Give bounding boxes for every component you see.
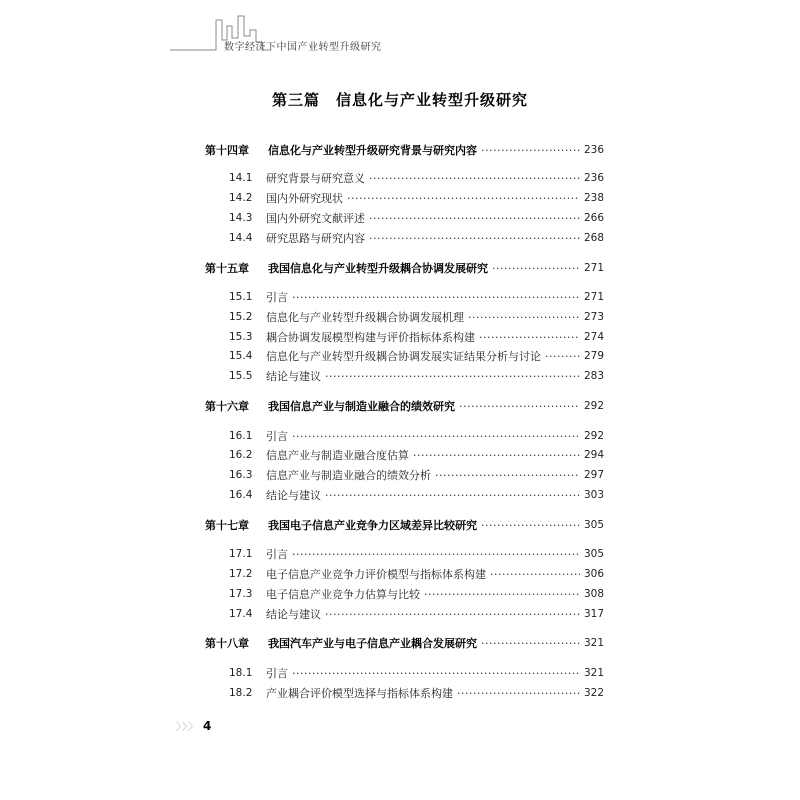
section-title: 产业耦合评价模型选择与指标体系构建 ·····	[266, 685, 580, 701]
section-title: 引言 ·····	[266, 665, 580, 681]
section-title: 耦合协调发展模型构建与评价指标体系构建 ·····	[266, 329, 580, 345]
toc-section-16-1[interactable]	[0, 428, 800, 444]
section-number: 14.3	[229, 212, 253, 224]
chapter-page: 271	[583, 262, 604, 274]
section-title: 研究背景与研究意义 ·····	[266, 170, 580, 186]
toc-section-14-2[interactable]	[0, 190, 800, 206]
chapter-page: 305	[583, 519, 604, 531]
footer-arrows-icon: 〉〉〉	[176, 722, 199, 733]
toc-section-16-2[interactable]	[0, 447, 800, 463]
section-number: 17.2	[229, 568, 253, 580]
section-page: 279	[583, 350, 604, 362]
section-title: 研究思路与研究内容 ·····	[266, 230, 580, 246]
section-number: 17.3	[229, 588, 253, 600]
section-title: 引言 ·····	[266, 428, 580, 444]
section-page: 274	[583, 331, 604, 343]
section-number: 16.2	[229, 449, 253, 461]
toc-section-15-4[interactable]	[0, 348, 800, 364]
section-page: 305	[583, 548, 604, 560]
toc-chapter-16[interactable]	[0, 398, 800, 414]
toc-section-14-3[interactable]	[0, 210, 800, 226]
section-number: 18.2	[229, 687, 253, 699]
section-number: 15.3	[229, 331, 253, 343]
section-page: 266	[583, 212, 604, 224]
section-page: 308	[583, 588, 604, 600]
section-number: 16.3	[229, 469, 253, 481]
section-page: 321	[583, 667, 604, 679]
toc-chapter-15[interactable]	[0, 260, 800, 276]
section-number: 14.4	[229, 232, 253, 244]
section-title: 电子信息产业竞争力估算与比较 ·····	[266, 586, 580, 602]
chapter-number: 第十七章	[205, 519, 249, 532]
chapter-title: 我国汽车产业与电子信息产业耦合发展研究 ·····	[268, 635, 580, 651]
chapter-title: 我国信息产业与制造业融合的绩效研究 ·····	[268, 398, 580, 414]
chapter-page: 321	[583, 637, 604, 649]
toc-section-18-2[interactable]	[0, 685, 800, 701]
toc-section-18-1[interactable]	[0, 665, 800, 681]
section-number: 17.1	[229, 548, 253, 560]
section-page: 271	[583, 291, 604, 303]
section-page: 273	[583, 311, 604, 323]
section-number: 14.1	[229, 172, 253, 184]
section-page: 268	[583, 232, 604, 244]
section-title: 结论与建议 ·····	[266, 368, 580, 384]
section-number: 16.1	[229, 430, 253, 442]
section-page: 303	[583, 489, 604, 501]
section-page: 292	[583, 430, 604, 442]
section-title: 结论与建议 ·····	[266, 606, 580, 622]
toc-section-17-3[interactable]	[0, 586, 800, 602]
section-number: 15.5	[229, 370, 253, 382]
chapter-title: 信息化与产业转型升级研究背景与研究内容 ·····	[268, 142, 580, 158]
chapter-title: 我国信息化与产业转型升级耦合协调发展研究 ·····	[268, 260, 580, 276]
section-title: 引言 ·····	[266, 289, 580, 305]
toc-section-15-5[interactable]	[0, 368, 800, 384]
toc-section-16-3[interactable]	[0, 467, 800, 483]
toc-chapter-17[interactable]	[0, 517, 800, 533]
part-name: 信息化与产业转型升级研究	[336, 91, 529, 109]
section-page: 283	[583, 370, 604, 382]
section-number: 15.2	[229, 311, 253, 323]
section-number: 15.1	[229, 291, 253, 303]
section-title: 引言 ·····	[266, 546, 580, 562]
section-page: 238	[583, 192, 604, 204]
section-title: 信息产业与制造业融合度估算 ·····	[266, 447, 580, 463]
chapter-number: 第十五章	[205, 262, 249, 275]
toc-section-17-4[interactable]	[0, 606, 800, 622]
part-number: 第三篇	[271, 91, 320, 109]
section-title: 信息化与产业转型升级耦合协调发展机理 ·····	[266, 309, 580, 325]
section-title: 结论与建议 ·····	[266, 487, 580, 503]
section-page: 306	[583, 568, 604, 580]
chapter-number: 第十四章	[205, 144, 249, 157]
toc-section-16-4[interactable]	[0, 487, 800, 503]
chapter-title: 我国电子信息产业竞争力区域差异比较研究 ·····	[268, 517, 580, 533]
toc-chapter-14[interactable]	[0, 142, 800, 158]
section-page: 236	[583, 172, 604, 184]
section-title: 信息产业与制造业融合的绩效分析 ·····	[266, 467, 580, 483]
section-number: 15.4	[229, 350, 253, 362]
section-page: 317	[583, 608, 604, 620]
toc-section-15-2[interactable]	[0, 309, 800, 325]
section-number: 14.2	[229, 192, 253, 204]
chapter-number: 第十六章	[205, 400, 249, 413]
section-title: 国内外研究文献评述 ·····	[266, 210, 580, 226]
chapter-page: 236	[583, 144, 604, 156]
section-page: 294	[583, 449, 604, 461]
toc-section-17-2[interactable]	[0, 566, 800, 582]
section-number: 16.4	[229, 489, 253, 501]
toc-section-15-3[interactable]	[0, 329, 800, 345]
toc-section-14-4[interactable]	[0, 230, 800, 246]
section-page: 322	[583, 687, 604, 699]
toc-section-15-1[interactable]	[0, 289, 800, 305]
running-header: 数字经济下中国产业转型升级研究	[224, 42, 382, 53]
toc-section-17-1[interactable]	[0, 546, 800, 562]
toc-chapter-18[interactable]	[0, 635, 800, 651]
section-title: 电子信息产业竞争力评价模型与指标体系构建 ·····	[266, 566, 580, 582]
section-title: 国内外研究现状 ·····	[266, 190, 580, 206]
chapter-number: 第十八章	[205, 637, 249, 650]
page-footer	[176, 718, 211, 733]
page-number: 4	[203, 719, 212, 733]
chapter-page: 292	[583, 400, 604, 412]
section-title: 信息化与产业转型升级耦合协调发展实证结果分析与讨论 ·····	[266, 348, 580, 364]
toc-section-14-1[interactable]	[0, 170, 800, 186]
section-number: 18.1	[229, 667, 253, 679]
section-number: 17.4	[229, 608, 253, 620]
section-page: 297	[583, 469, 604, 481]
